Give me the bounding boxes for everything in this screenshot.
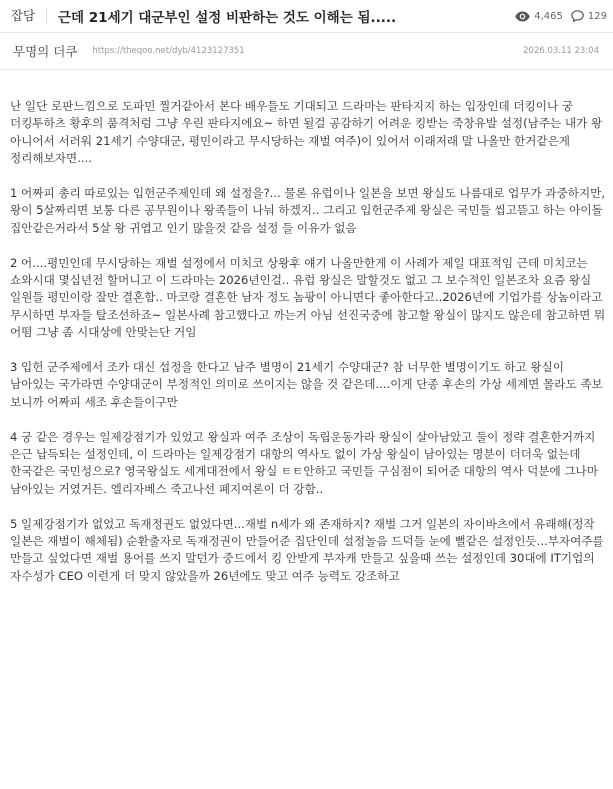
body-paragraph: 5 일제강점기가 없었고 독재정권도 없었다면...재벌 n세가 왜 존재하지? 재벌 그거 일본의 자이바츠에서 유래해(정작 일본은 재벌이 해체됨) 순환출자로 독재정권이 만들어준 집단인데 설정놀음 드덕들 눈에 뻘같은 설정인듯...부자여주를 만들고 싶었다면 재벌 용어를 쓰지 말던가 중드에서 킹 안받게 부자캐 만들고 싶을때 쓰는 설정인데 30대에 IT기업의 자수성가 CEO 이런게 더 맞지 않았을까 26년에도 맞고 여주 능력도 강조하고: [10, 516, 604, 583]
body-paragraph: 1 어짜피 총리 따로있는 입헌군주제인데 왜 설정을?... 물론 유럽이나 일본을 보면 왕실도 나름대로 업무가 과중하지만, 왕이 5살짜리면 보통 다른 공무원이나 왕족들이 나눠 하겠지.. 그리고 입헌군주제 왕실은 국민들 씹고뜯고 하는 아이돌 집안같은거라서 5살 왕 귀엽고 인기 많을것 같음 설정 들 이유가 없음: [10, 186, 606, 235]
post-stats: [507, 10, 613, 22]
body-paragraph: 3 입헌 군주제에서 조카 대신 섭정을 한다고 남주 별명이 21세기 수양대군? 참 너무한 별명이기도 하고 왕실이 남아있는 국가라면 수양대군이 부정적인 의미로 쓰이지는 않을 것 같은데....이게 단종 후손의 가상 세계면 몰라도 족보 보니까 어짜피 세조 후손들이구만: [10, 360, 603, 409]
post-meta: [0, 33, 613, 70]
comment-count-stat[interactable]: [571, 10, 607, 22]
body-paragraph: 2 어....평민인데 무시당하는 재벌 설정에서 미치코 상왕후 얘기 나올만한게 이 사례가 제일 대표적임 근데 미치코는 쇼와시대 몇십년전 할머니고 이 드라마는 2026년인걸.. 유럽 왕실은 말할것도 없고 그 보수적인 일본조차 요즘 왕실 일원들 평민이랑 잘만 결혼함.. 마코랑 결혼한 남자 정도 놈팡이 아니면다 좋아한다고..2026년에 기업가를 상놈이라고 무시하면 부자들 탈조선하죠~ 일본사례 참고했다고 까는거 아님 선진국중에 참고할 왕실이 많지도 않은데 참고하면 뭐 어떰 그냥 좀 시대상에 안맞는단 거임: [10, 255, 606, 340]
category-label[interactable]: 잡담: [0, 8, 47, 24]
body-paragraph: 4 궁 같은 경우는 일제강점기가 있었고 왕실과 여주 조상이 독립운동가라 왕실이 살아남았고 둘이 정략 결혼한거까지 은근 납득되는 설정인데, 이 드라마는 일제강점기 대항의 역사도 없이 가상 왕실이 남아있는 명분이 더더욱 없는데 한국같은 국민성으로? 영국왕실도 세계대전에서 왕실 ㅌㅌ안하고 국민들 구심점이 되어준 대항의 역사 덕분에 그나마 남아있는 거였거든. 엘리자베스 죽고나선 폐지여론이 더 강함..: [10, 429, 598, 496]
body-paragraph: 난 일단 로판느낌으로 도파민 찔거같아서 본다 배우들도 기대되고 드라마는 판타지지 하는 입장인데 더킹이나 궁 더킹투하츠 황후의 품격처럼 그냥 우린 판타지에요~ 하면 될걸 공감하기 어려운 킹받는 죽창유발 설정(남주는 내가 왕 아니어서 서러워 21세기 수양대군, 평민이라고 무시당하는 재벌 여주)이 있어서 이래저래 말 나올만 한거같은게 정리해보자면....: [10, 99, 603, 166]
post-header: [0, 0, 613, 33]
comment-icon: [571, 10, 584, 22]
post-datetime: 2026.03.11 23:04: [523, 46, 599, 56]
post-url-link[interactable]: https://theqoo.net/dyb/4123127351: [92, 46, 245, 56]
view-count-stat: [515, 11, 563, 22]
eye-icon: [515, 11, 530, 22]
post-title: 근데 21세기 대군부인 설정 비판하는 것도 이해는 됨.....: [58, 10, 397, 26]
post-body: [10, 98, 608, 603]
view-count: 4,465: [534, 10, 563, 22]
author-name: 무명의 더쿠: [13, 44, 78, 59]
comment-count: 129: [587, 10, 607, 22]
